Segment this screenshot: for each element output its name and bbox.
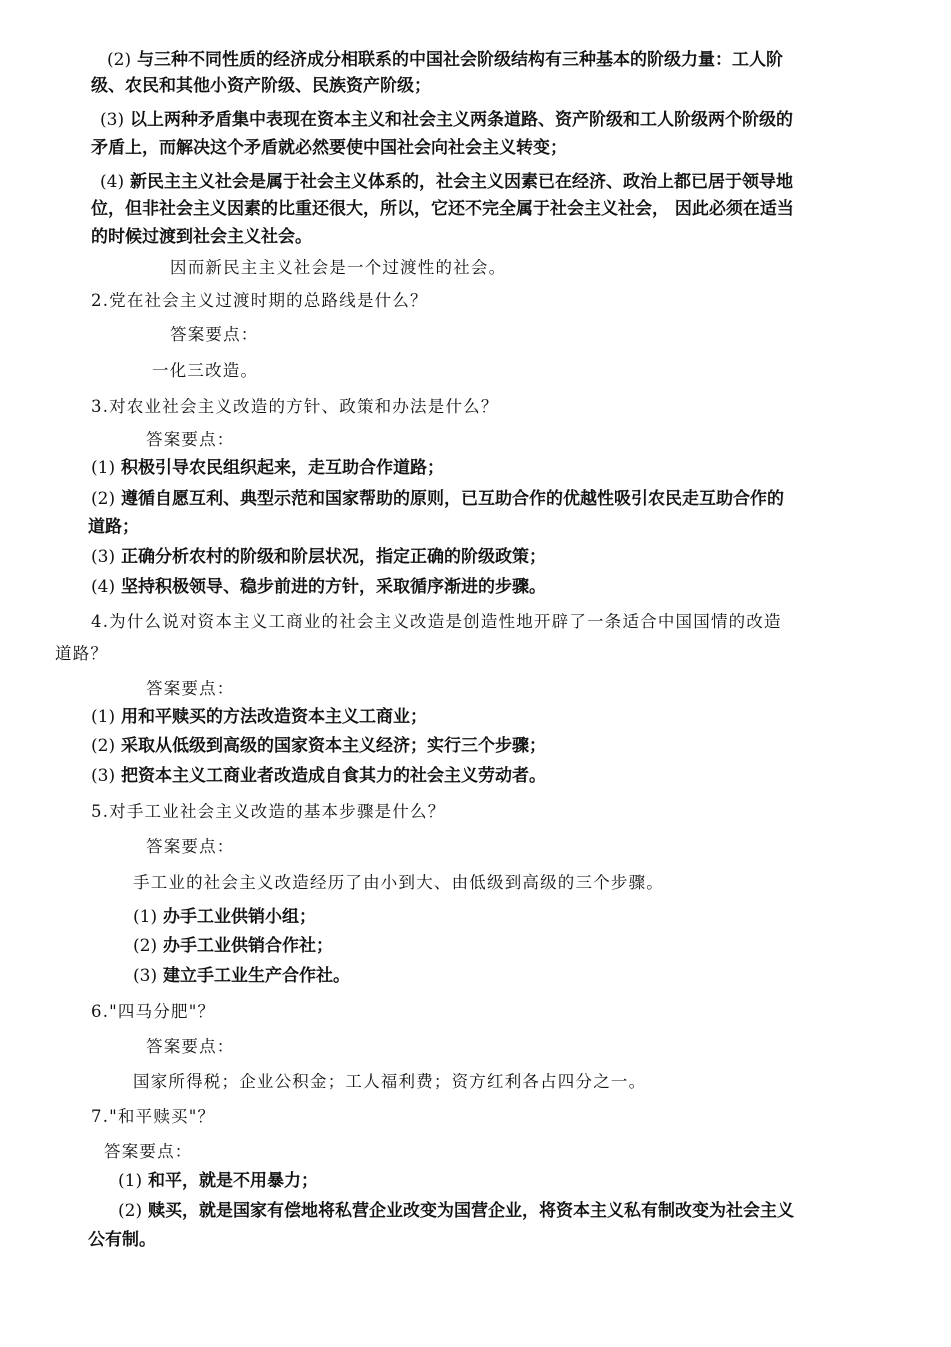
point-text: 建立手工业生产合作社。	[163, 966, 351, 986]
answer-label: 答案要点：	[104, 1142, 193, 1161]
answer-label: 答案要点：	[146, 837, 235, 856]
point-text: 积极引导农民组织起来，走互助合作道路；	[121, 458, 445, 478]
question-4-line-2: 道路？	[55, 644, 109, 663]
point-text: 用和平赎买的方法改造资本主义工商业；	[121, 707, 428, 727]
point-text: 遵循自愿互利、典型示范和国家帮助的原则，已互助合作的优越性吸引农民走互助合作的	[121, 489, 785, 509]
answer-point-2-line-2: 公有制。	[88, 1230, 156, 1250]
answer-text: 国家所得税；企业公积金；工人福利费；资方红利各占四分之一。	[133, 1072, 647, 1091]
question-4-line-1: 4.为什么说对资本主义工商业的社会主义改造是创造性地开辟了一条适合中国国情的改造	[91, 612, 782, 631]
answer-text: 一化三改造。	[152, 361, 259, 380]
point-number: (3)	[91, 766, 116, 786]
point-text: 与三种不同性质的经济成分相联系的中国社会阶级结构有三种基本的阶级力量：工人阶	[137, 50, 784, 70]
answer-point-3	[133, 964, 350, 988]
answer-label: 答案要点：	[146, 679, 235, 698]
point-4-line-3: 的时候过渡到社会主义社会。	[91, 227, 312, 247]
point-4-line-2: 位，但非社会主义因素的比重还很大，所以，它还不完全属于社会主义社会， 因此必须在适当	[91, 199, 794, 219]
answer-point-1	[133, 905, 316, 929]
point-text: 把资本主义工商业者改造成自食其力的社会主义劳动者。	[121, 766, 547, 786]
answer-point-1	[91, 456, 444, 480]
point-number: (2)	[133, 936, 158, 956]
point-text: 正确分析农村的阶级和阶层状况，指定正确的阶级政策；	[121, 547, 547, 567]
answer-label: 答案要点：	[146, 430, 235, 449]
point-number: (1)	[91, 458, 116, 478]
question-7: 7."和平赎买"？	[91, 1107, 216, 1126]
point-number: (2)	[107, 50, 132, 70]
point-number: (2)	[118, 1201, 143, 1221]
point-text: 新民主主义社会是属于社会主义体系的，社会主义因素已在经济、政治上都已居于领导地	[130, 172, 794, 192]
question-3: 3.对农业社会主义改造的方针、政策和办法是什么？	[91, 397, 499, 416]
point-2-line-1	[107, 48, 783, 72]
point-4-line-1	[100, 170, 793, 194]
answer-point-2	[91, 734, 546, 758]
point-text: 坚持积极领导、稳步前进的方针，采取循序渐进的步骤。	[121, 577, 547, 597]
question-6: 6."四马分肥"？	[91, 1002, 216, 1021]
point-text: 以上两种矛盾集中表现在资本主义和社会主义两条道路、资产阶级和工人阶级两个阶级的	[130, 110, 794, 130]
point-3-line-2: 矛盾上，而解决这个矛盾就必然要使中国社会向社会主义转变；	[91, 138, 567, 158]
question-5: 5.对手工业社会主义改造的基本步骤是什么？	[91, 802, 446, 821]
point-number: (1)	[133, 907, 158, 927]
point-3-line-1	[100, 108, 793, 132]
answer-label: 答案要点：	[146, 1037, 235, 1056]
point-text: 采取从低级到高级的国家资本主义经济；实行三个步骤；	[121, 736, 547, 756]
point-number: (1)	[91, 707, 116, 727]
point-number: (3)	[133, 966, 158, 986]
answer-point-3	[91, 764, 546, 788]
answer-point-2-line-1	[91, 487, 784, 511]
point-2-line-2: 级、农民和其他小资产阶级、民族资产阶级；	[91, 76, 431, 96]
answer-point-1	[118, 1169, 318, 1193]
section-conclusion: 因而新民主主义社会是一个过渡性的社会。	[170, 258, 507, 277]
answer-label: 答案要点：	[170, 325, 259, 344]
point-number: (3)	[100, 110, 125, 130]
answer-point-3	[91, 545, 546, 569]
point-text: 赎买，就是国家有偿地将私营企业改变为国营企业，将资本主义私有制改变为社会主义	[148, 1201, 795, 1221]
point-number: (4)	[100, 172, 125, 192]
answer-point-4	[91, 575, 546, 599]
point-text: 办手工业供销合作社；	[163, 936, 334, 956]
point-text: 和平，就是不用暴力；	[148, 1171, 319, 1191]
point-number: (1)	[118, 1171, 143, 1191]
point-number: (4)	[91, 577, 116, 597]
answer-intro: 手工业的社会主义改造经历了由小到大、由低级到高级的三个步骤。	[133, 873, 664, 892]
answer-point-1	[91, 705, 427, 729]
answer-point-2	[133, 934, 333, 958]
answer-point-2-line-1	[118, 1199, 794, 1223]
point-number: (2)	[91, 489, 116, 509]
point-number: (2)	[91, 736, 116, 756]
point-text: 办手工业供销小组；	[163, 907, 317, 927]
point-number: (3)	[91, 547, 116, 567]
question-2: 2.党在社会主义过渡时期的总路线是什么？	[91, 291, 428, 310]
answer-point-2-line-2: 道路；	[88, 517, 139, 537]
